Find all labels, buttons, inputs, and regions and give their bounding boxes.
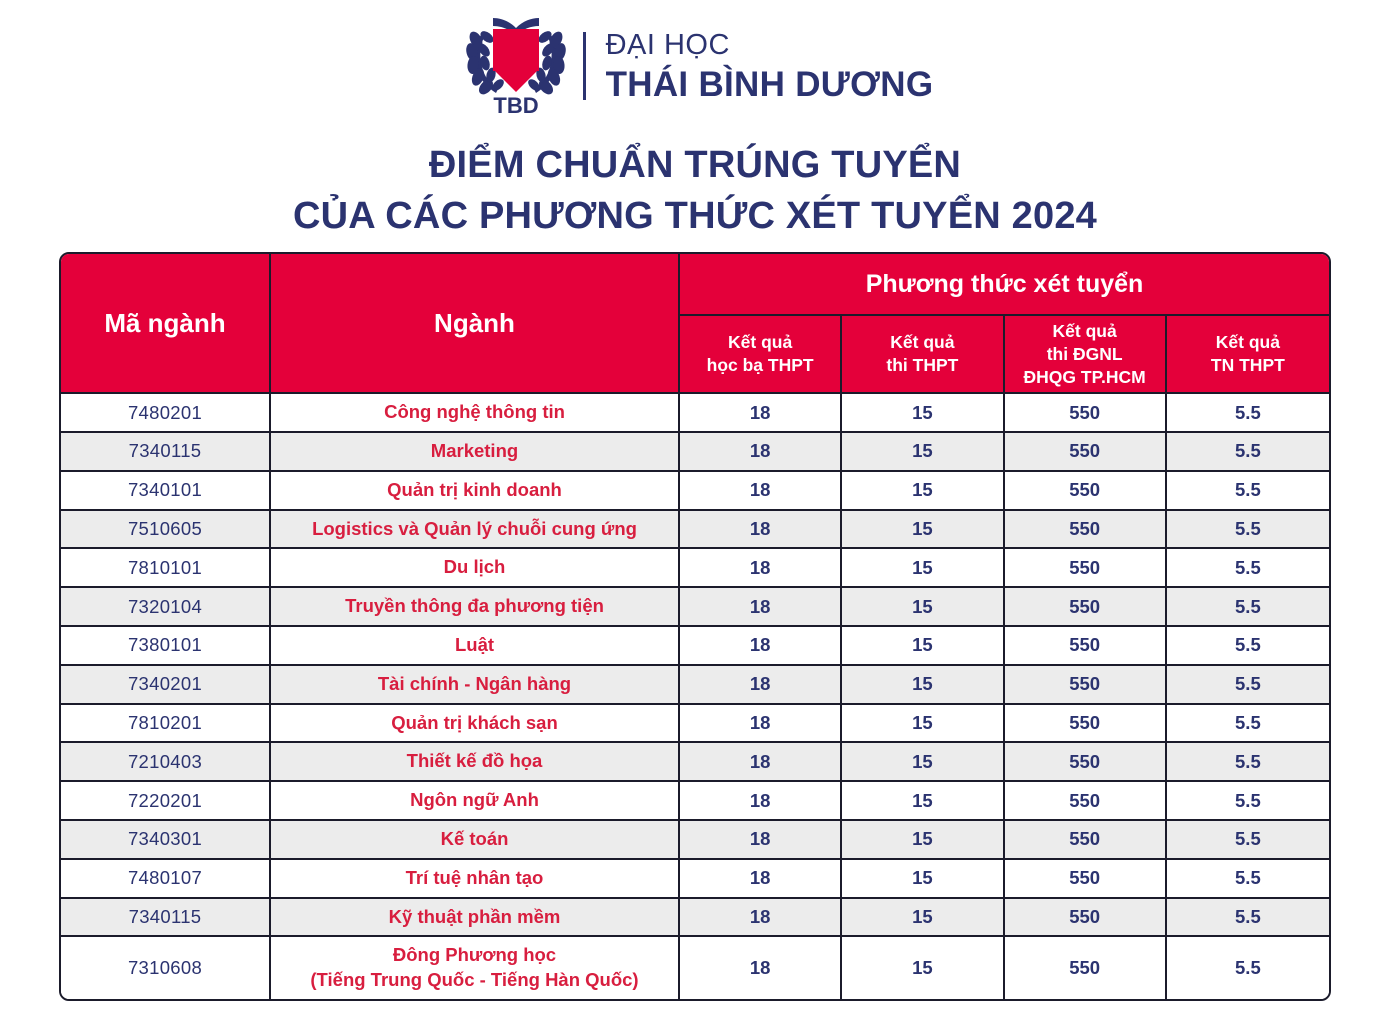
cell-nganh-line-1: Marketing	[430, 439, 519, 461]
cell-ket-qua-dgnl: 550	[1005, 821, 1167, 860]
cell-nganh-line-1: Kỹ thuật phần mềm	[388, 905, 561, 927]
cell-ket-qua-tn-thpt: 5.5	[1167, 860, 1329, 899]
cell-ket-qua-hoc-ba: 18	[680, 705, 842, 744]
cell-ma-nganh: 7810101	[61, 549, 271, 588]
table-row	[61, 549, 1329, 588]
cell-ket-qua-hoc-ba: 18	[680, 549, 842, 588]
table-row	[61, 433, 1329, 472]
cell-ket-qua-hoc-ba: 18	[680, 821, 842, 860]
cell-ket-qua-hoc-ba: 18	[680, 472, 842, 511]
cell-ket-qua-dgnl: 550	[1005, 433, 1167, 472]
cell-nganh	[271, 394, 680, 433]
cell-nganh-line-1: Công nghệ thông tin	[384, 401, 565, 423]
cell-ma-nganh: 7340201	[61, 666, 271, 705]
page-title	[0, 140, 1390, 241]
brand-line-1: ĐẠI HỌC	[605, 28, 730, 61]
cell-nganh-line-1: Kế toán	[440, 827, 509, 849]
cell-nganh	[271, 899, 680, 938]
cell-ket-qua-tn-thpt: 5.5	[1167, 588, 1329, 627]
cell-ket-qua-dgnl: 550	[1005, 588, 1167, 627]
table-row	[61, 705, 1329, 744]
table-row	[61, 472, 1329, 511]
cell-ket-qua-tn-thpt: 5.5	[1167, 549, 1329, 588]
cell-ket-qua-dgnl: 550	[1005, 666, 1167, 705]
col-header-group-phuong-thuc: Phương thức xét tuyển	[680, 254, 1329, 316]
cell-ket-qua-thi-thpt: 15	[842, 860, 1004, 899]
cell-nganh	[271, 588, 680, 627]
cell-ma-nganh: 7510605	[61, 511, 271, 550]
cell-ket-qua-thi-thpt: 15	[842, 743, 1004, 782]
cell-ma-nganh: 7220201	[61, 782, 271, 821]
col-header-dgnl-line2: thi ĐGNL	[1046, 343, 1123, 364]
table-row	[61, 394, 1329, 433]
cell-nganh	[271, 549, 680, 588]
cell-nganh-line-1: Logistics và Quản lý chuỗi cung ứng	[312, 517, 637, 539]
cell-ket-qua-hoc-ba: 18	[680, 394, 842, 433]
brand-name	[605, 28, 934, 104]
cell-ket-qua-tn-thpt: 5.5	[1167, 743, 1329, 782]
cell-ket-qua-thi-thpt: 15	[842, 511, 1004, 550]
cell-ket-qua-thi-thpt: 15	[842, 433, 1004, 472]
cell-ma-nganh: 7310608	[61, 937, 271, 999]
cell-ma-nganh: 7320104	[61, 588, 271, 627]
col-header-tn-line2: TN THPT	[1210, 355, 1285, 376]
col-header-tn-line1: Kết quả	[1215, 332, 1280, 353]
page-title-line-1: ĐIỂM CHUẨN TRÚNG TUYỂN	[428, 144, 962, 186]
brand-header	[0, 0, 1390, 132]
cell-ma-nganh: 7340101	[61, 472, 271, 511]
cell-ket-qua-thi-thpt: 15	[842, 666, 1004, 705]
cell-ket-qua-tn-thpt: 5.5	[1167, 472, 1329, 511]
cell-ket-qua-dgnl: 550	[1005, 549, 1167, 588]
col-header-ma-nganh: Mã ngành	[61, 254, 271, 394]
cell-ma-nganh: 7380101	[61, 627, 271, 666]
cell-ket-qua-dgnl: 550	[1005, 472, 1167, 511]
table-row	[61, 821, 1329, 860]
cell-ket-qua-hoc-ba: 18	[680, 588, 842, 627]
cell-ket-qua-tn-thpt: 5.5	[1167, 394, 1329, 433]
cell-nganh	[271, 433, 680, 472]
cell-ket-qua-thi-thpt: 15	[842, 549, 1004, 588]
cell-ket-qua-hoc-ba: 18	[680, 627, 842, 666]
cell-ket-qua-hoc-ba: 18	[680, 666, 842, 705]
cell-ket-qua-thi-thpt: 15	[842, 394, 1004, 433]
col-header-hoc-ba-line1: Kết quả	[728, 332, 793, 353]
table-row	[61, 899, 1329, 938]
table-row	[61, 511, 1329, 550]
cell-ma-nganh: 7340301	[61, 821, 271, 860]
cell-nganh	[271, 472, 680, 511]
table-row	[61, 627, 1329, 666]
cell-ket-qua-thi-thpt: 15	[842, 899, 1004, 938]
cell-ket-qua-tn-thpt: 5.5	[1167, 937, 1329, 999]
col-header-hoc-ba-thpt	[680, 316, 842, 394]
cell-ket-qua-dgnl: 550	[1005, 627, 1167, 666]
cell-nganh-line-1: Luật	[454, 633, 495, 655]
cell-nganh-line-1: Quản trị khách sạn	[391, 711, 558, 733]
col-header-dgnl-line3: ĐHQG TP.HCM	[1023, 366, 1146, 387]
cell-ket-qua-tn-thpt: 5.5	[1167, 821, 1329, 860]
cell-ket-qua-dgnl: 550	[1005, 511, 1167, 550]
cell-ket-qua-hoc-ba: 18	[680, 511, 842, 550]
cell-ket-qua-dgnl: 550	[1005, 937, 1167, 999]
cell-ket-qua-hoc-ba: 18	[680, 899, 842, 938]
col-header-hoc-ba-line2: học bạ THPT	[706, 355, 814, 376]
cell-ket-qua-dgnl: 550	[1005, 782, 1167, 821]
cell-ket-qua-tn-thpt: 5.5	[1167, 511, 1329, 550]
cell-nganh	[271, 782, 680, 821]
cell-nganh	[271, 937, 680, 999]
cell-nganh	[271, 821, 680, 860]
cell-ket-qua-dgnl: 550	[1005, 743, 1167, 782]
page-title-line-2: CỦA CÁC PHƯƠNG THỨC XÉT TUYỂN 2024	[293, 194, 1097, 237]
cell-ma-nganh: 7210403	[61, 743, 271, 782]
cell-ma-nganh: 7480201	[61, 394, 271, 433]
cell-ma-nganh: 7810201	[61, 705, 271, 744]
cell-ket-qua-hoc-ba: 18	[680, 743, 842, 782]
cell-ket-qua-thi-thpt: 15	[842, 705, 1004, 744]
table-row	[61, 782, 1329, 821]
cell-nganh	[271, 511, 680, 550]
admission-scores-table-container	[59, 252, 1331, 1001]
cell-nganh-line-2: (Tiếng Trung Quốc - Tiếng Hàn Quốc)	[310, 969, 639, 991]
cell-ma-nganh: 7480107	[61, 860, 271, 899]
cell-nganh-line-1: Quản trị kinh doanh	[387, 478, 562, 500]
cell-nganh	[271, 705, 680, 744]
cell-ket-qua-tn-thpt: 5.5	[1167, 705, 1329, 744]
cell-nganh-line-1: Thiết kế đồ họa	[406, 750, 543, 772]
cell-ket-qua-dgnl: 550	[1005, 394, 1167, 433]
cell-ket-qua-dgnl: 550	[1005, 705, 1167, 744]
cell-ket-qua-thi-thpt: 15	[842, 627, 1004, 666]
cell-ma-nganh: 7340115	[61, 433, 271, 472]
cell-ket-qua-tn-thpt: 5.5	[1167, 899, 1329, 938]
brand-line-2: THÁI BÌNH DƯƠNG	[605, 64, 934, 104]
cell-ket-qua-hoc-ba: 18	[680, 782, 842, 821]
cell-nganh-line-1: Ngôn ngữ Anh	[410, 789, 539, 811]
cell-ket-qua-tn-thpt: 5.5	[1167, 433, 1329, 472]
logo-initials-text: TBD	[492, 93, 539, 118]
table-header-row-1	[61, 254, 1329, 316]
cell-ket-qua-tn-thpt: 5.5	[1167, 782, 1329, 821]
cell-ket-qua-hoc-ba: 18	[680, 433, 842, 472]
col-header-thi-line1: Kết quả	[890, 332, 955, 353]
cell-nganh-line-1: Trí tuệ nhân tạo	[405, 866, 544, 888]
cell-ket-qua-hoc-ba: 18	[680, 937, 842, 999]
cell-ket-qua-thi-thpt: 15	[842, 472, 1004, 511]
admission-scores-table	[59, 252, 1331, 1001]
cell-ket-qua-thi-thpt: 15	[842, 588, 1004, 627]
col-header-dgnl-dhqg	[1005, 316, 1167, 394]
col-header-thi-line2: thi THPT	[886, 355, 959, 376]
table-head	[61, 254, 1329, 394]
cell-ket-qua-thi-thpt: 15	[842, 821, 1004, 860]
logo-divider	[583, 32, 586, 100]
cell-ket-qua-tn-thpt: 5.5	[1167, 666, 1329, 705]
cell-nganh	[271, 627, 680, 666]
col-header-thi-thpt	[842, 316, 1004, 394]
cell-nganh-line-1: Đông Phương học	[392, 944, 557, 966]
cell-ket-qua-dgnl: 550	[1005, 860, 1167, 899]
cell-nganh	[271, 666, 680, 705]
table-body	[61, 394, 1329, 999]
cell-nganh-line-1: Tài chính - Ngân hàng	[377, 672, 572, 694]
cell-nganh-line-1: Truyền thông đa phương tiện	[345, 595, 604, 617]
cell-nganh-line-1: Du lịch	[443, 556, 506, 578]
cell-ket-qua-thi-thpt: 15	[842, 782, 1004, 821]
table-row	[61, 666, 1329, 705]
table-row	[61, 588, 1329, 627]
cell-ket-qua-hoc-ba: 18	[680, 860, 842, 899]
cell-ket-qua-thi-thpt: 15	[842, 937, 1004, 999]
cell-ket-qua-dgnl: 550	[1005, 899, 1167, 938]
cell-ma-nganh: 7340115	[61, 899, 271, 938]
cell-ket-qua-tn-thpt: 5.5	[1167, 627, 1329, 666]
cell-nganh	[271, 743, 680, 782]
table-row	[61, 743, 1329, 782]
cell-nganh	[271, 860, 680, 899]
table-row	[61, 937, 1329, 999]
open-book-laurel-logo-icon	[457, 14, 575, 118]
col-header-nganh: Ngành	[271, 254, 680, 394]
table-row	[61, 860, 1329, 899]
col-header-tn-thpt	[1167, 316, 1329, 394]
col-header-dgnl-line1: Kết quả	[1052, 321, 1117, 341]
